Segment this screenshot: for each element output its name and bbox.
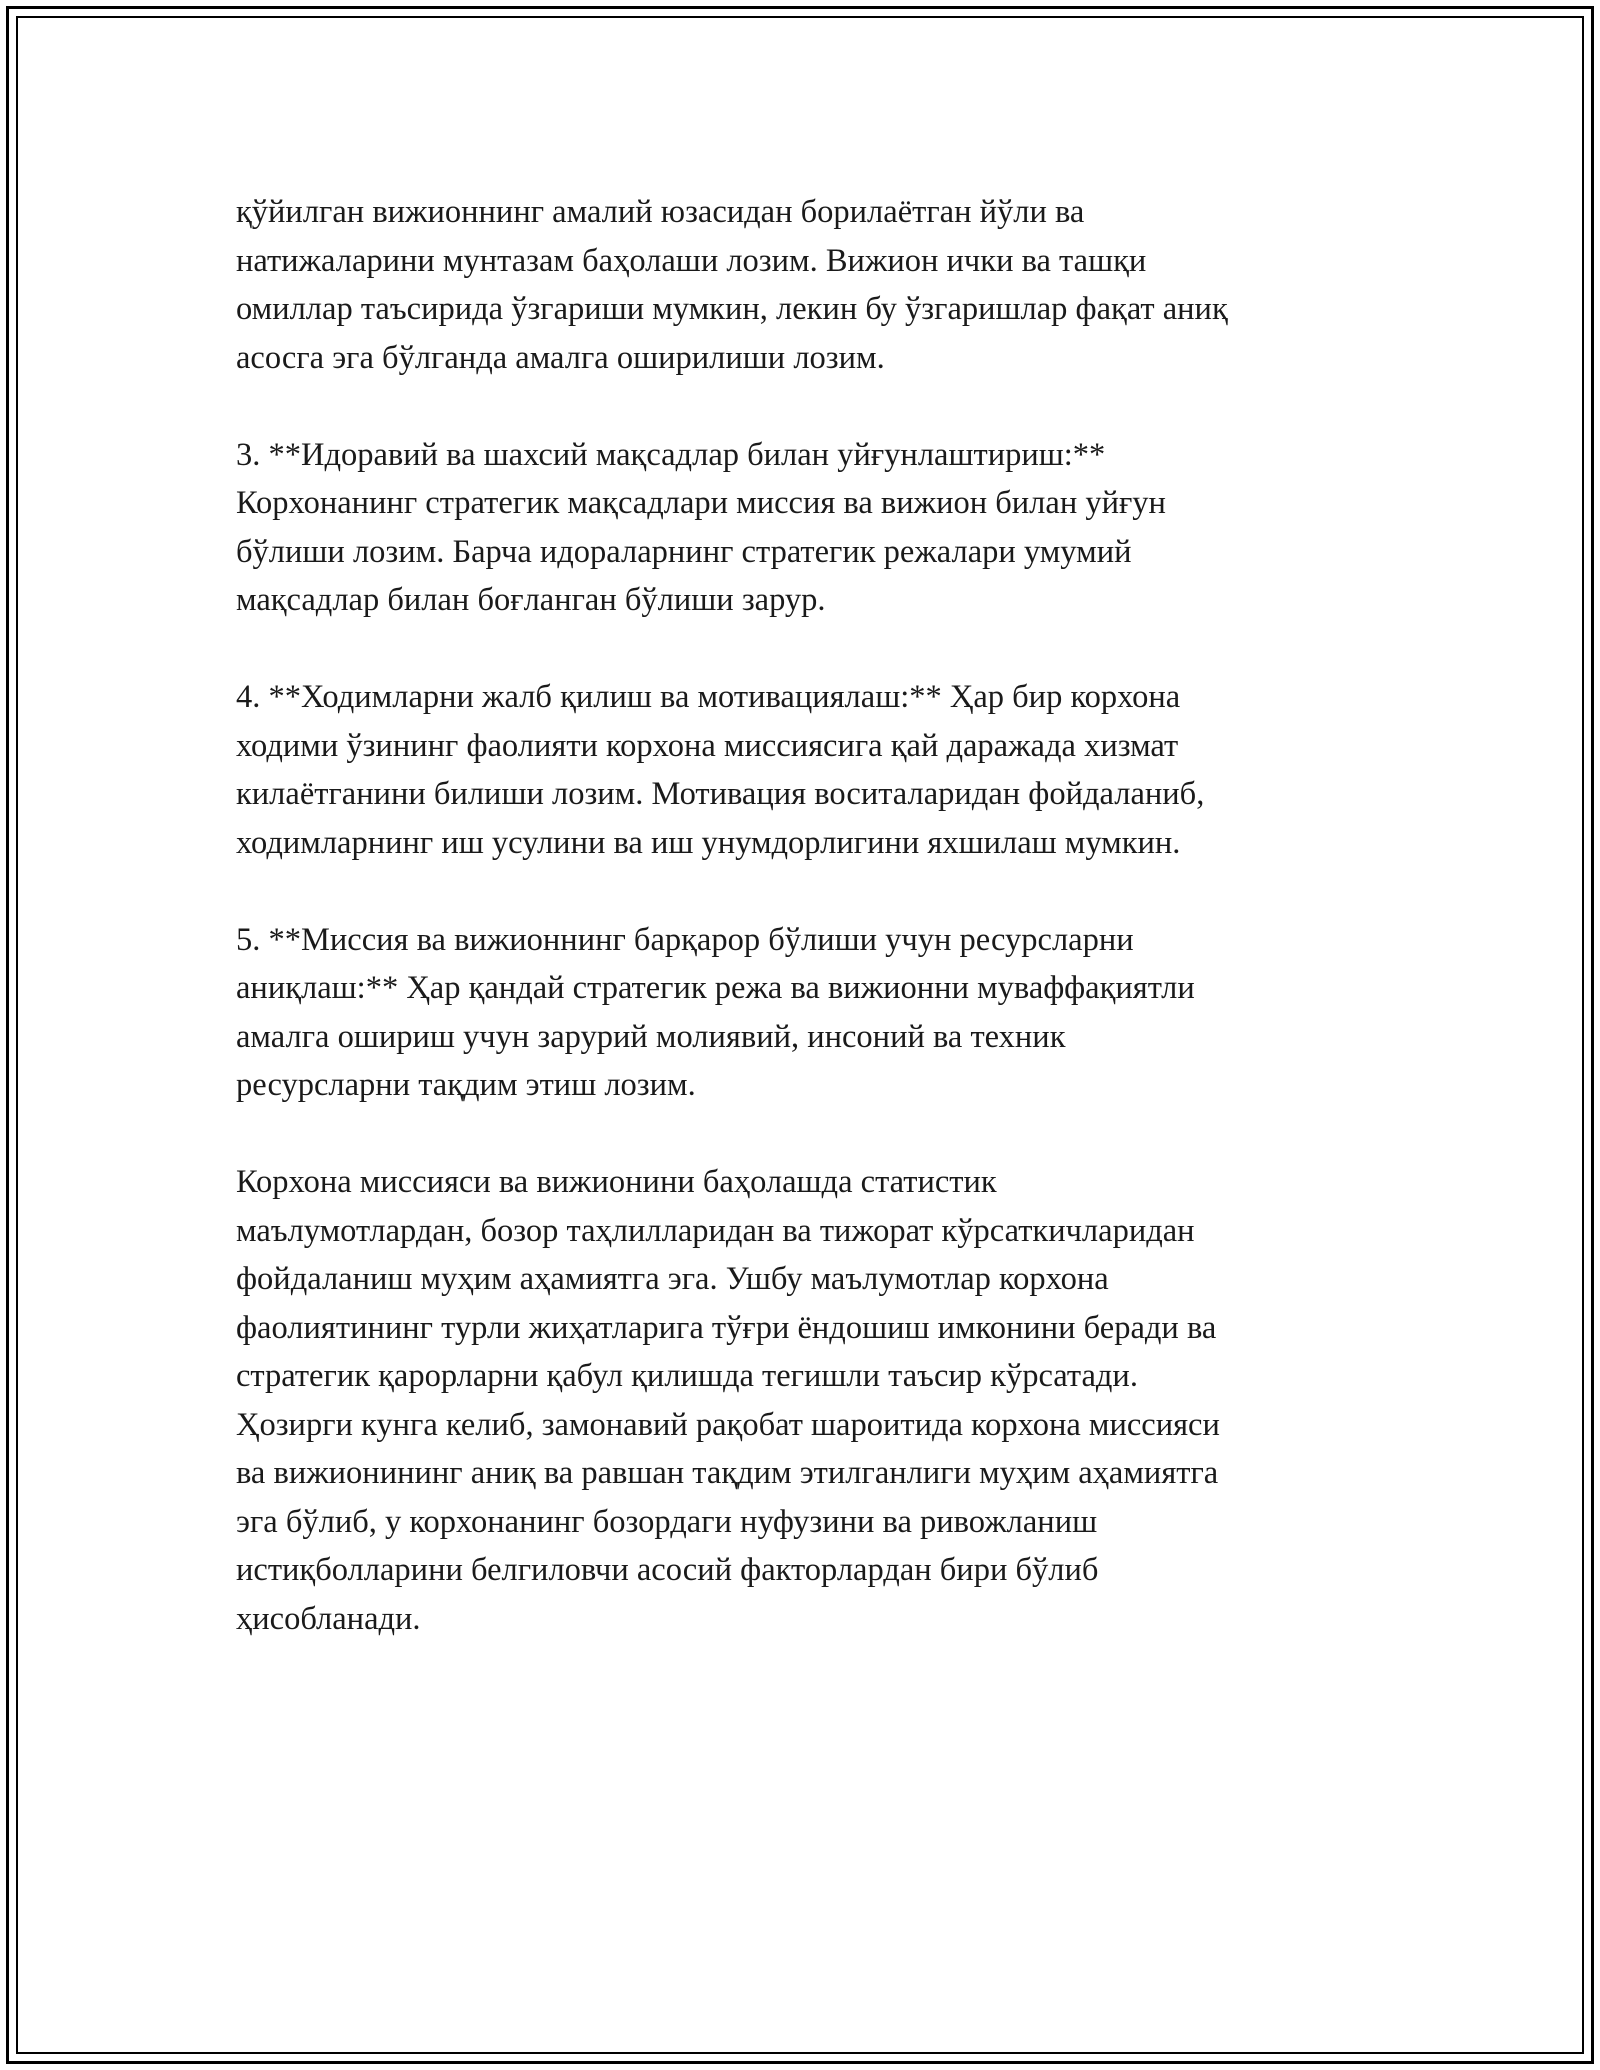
paragraph-conclusion: Корхона миссияси ва вижионини баҳолашда статистик маълумотлардан, бозор таҳлилларидан ва тижорат кўрсаткичларидан фойдаланиш муҳим аҳамиятга эга. Ушбу маълумотлар корхона фаолиятининг турли жиҳатларига тўғри ёндошиш имконини беради ва стратегик қарорларни қабул қилишда тегишли таъсир кўрсатади. Ҳозирги кунга келиб, замонавий рақобат шароитида корхона миссияси ва вижионининг аниқ ва равшан тақдим этилганлиги муҳим аҳамиятга эга бўлиб, у корхонанинг бозордаги нуфузини ва ривожланиш истиқболларини белгиловчи асосий факторлардан бири бўлиб ҳисобланади.	[236, 1164, 1220, 1637]
paragraph-point-5: 5. **Миссия ва вижионнинг барқарор бўлиши учун ресурсларни аниқлаш:** Ҳар қандай стратегик режа ва вижионни муваффақиятли амалга ошириш учун зарурий молиявий, инсоний ва техник ресурсларни тақдим этиш лозим.	[236, 921, 1195, 1103]
paragraph-continuation: қўйилган вижионнинг амалий юзасидан борилаётган йўли ва натижаларини мунтазам баҳолаши лозим. Вижион ички ва ташқи омиллар таъсирида ўзгариши мумкин, лекин бу ўзгаришлар фақат аниқ асосга эга бўлганда амалга оширилиши лозим.	[236, 194, 1228, 376]
document-body	[236, 188, 1386, 1643]
paragraph-point-4: 4. **Ходимларни жалб қилиш ва мотивациялаш:** Ҳар бир корхона ходими ўзининг фаолияти корхона миссиясига қай даражада хизмат килаётганини билиши лозим. Мотивация воситаларидан фойдаланиб, ходимларнинг иш усулини ва иш унумдорлигини яхшилаш мумкин.	[236, 679, 1205, 861]
paragraph-point-3: 3. **Идоравий ва шахсий мақсадлар билан уйғунлаштириш:** Корхонанинг стратегик мақсадлари миссия ва вижион билан уйғун бўлиши лозим. Барча идораларнинг стратегик режалари умумий мақсадлар билан боғланган бўлиши зарур.	[236, 436, 1166, 618]
